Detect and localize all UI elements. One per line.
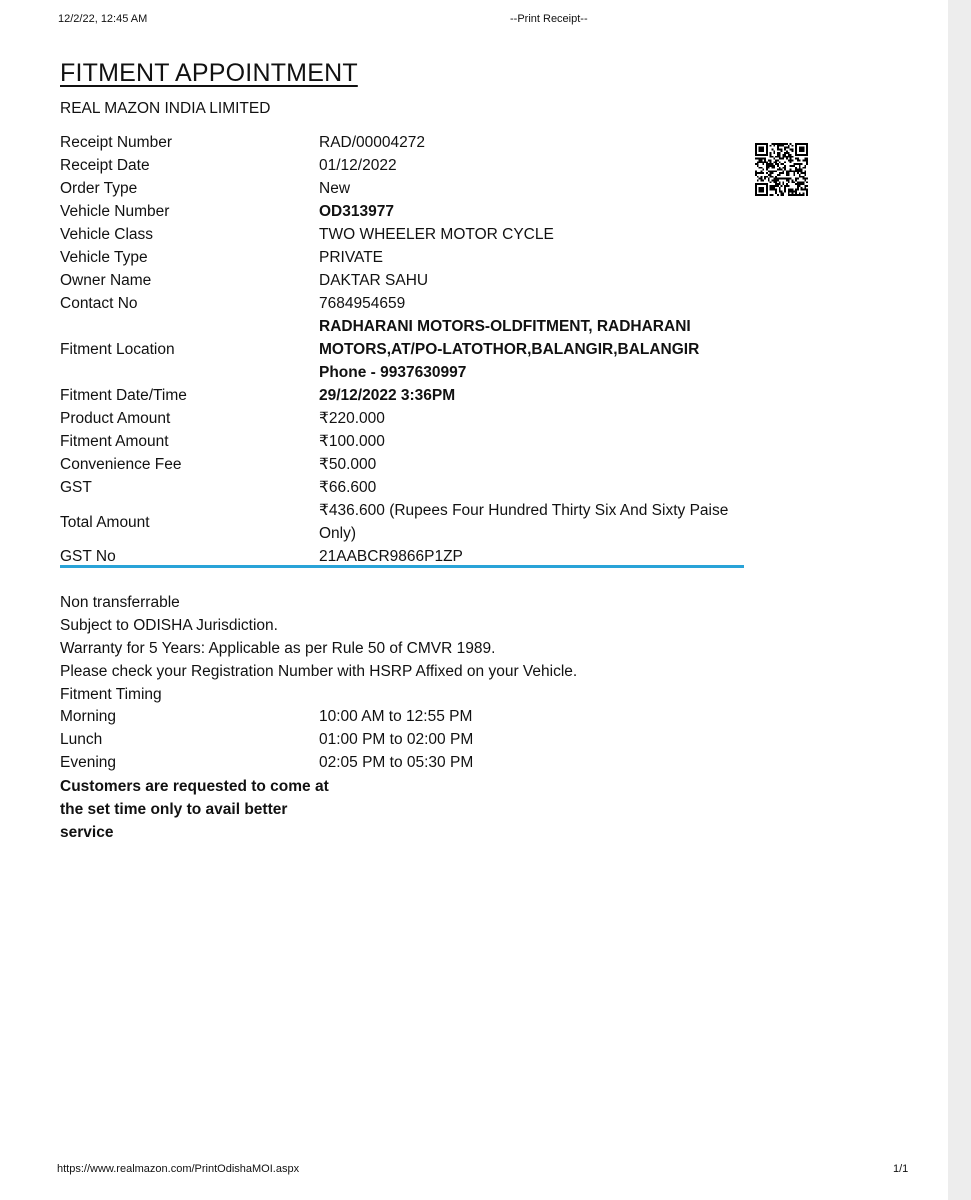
detail-row-gst — [60, 476, 744, 499]
detail-label: Contact No — [60, 295, 138, 312]
detail-value: DAKTAR SAHU — [319, 272, 429, 289]
receipt-notes — [60, 591, 577, 706]
print-title: --Print Receipt-- — [510, 13, 588, 25]
company-name: REAL MAZON INDIA LIMITED — [60, 100, 271, 117]
detail-value: 7684954659 — [319, 295, 406, 312]
detail-label: Total Amount — [60, 513, 150, 531]
detail-row-product-amount — [60, 407, 744, 430]
detail-value: ₹220.000 — [319, 410, 385, 427]
detail-row-convenience-fee — [60, 453, 744, 476]
detail-row-owner-name — [60, 269, 744, 292]
timing-row-morning — [60, 705, 473, 728]
detail-row-vehicle-number — [60, 200, 744, 223]
detail-value: PRIVATE — [319, 249, 384, 266]
detail-row-fitment-datetime — [60, 384, 744, 407]
timing-time: 02:05 PM to 05:30 PM — [319, 754, 474, 771]
detail-value: 21AABCR9866P1ZP — [319, 548, 463, 565]
detail-row-fitment-amount — [60, 430, 744, 453]
detail-label: GST No — [60, 548, 116, 565]
detail-value: RAD/00004272 — [319, 134, 425, 151]
detail-label: Fitment Location — [60, 341, 175, 358]
timing-row-evening — [60, 751, 473, 774]
detail-label: Product Amount — [60, 410, 171, 427]
timing-slot: Lunch — [60, 731, 103, 748]
page-count: 1/1 — [893, 1163, 909, 1175]
detail-value: ₹66.600 — [319, 479, 377, 496]
fitment-location-address: RADHARANI MOTORS-OLDFITMENT, RADHARANI MOTORS,AT/PO-LATOTHOR,BALANGIR,BALANGIR — [319, 318, 700, 358]
detail-row-total-amount — [60, 499, 744, 545]
detail-label: Receipt Number — [60, 134, 172, 151]
detail-label: Owner Name — [60, 272, 152, 289]
detail-value: New — [319, 180, 351, 197]
detail-label: Vehicle Number — [60, 203, 170, 220]
detail-value: 01/12/2022 — [319, 157, 397, 174]
detail-row-vehicle-type — [60, 246, 744, 269]
detail-row-vehicle-class — [60, 223, 744, 246]
detail-label: Fitment Amount — [60, 433, 169, 450]
note-warranty: Warranty for 5 Years: Applicable as per Rule 50 of CMVR 1989. — [60, 640, 496, 657]
detail-row-order-type — [60, 177, 744, 200]
print-datetime: 12/2/22, 12:45 AM — [58, 13, 148, 25]
fitment-timing-heading: Fitment Timing — [60, 686, 162, 703]
timing-time: 10:00 AM to 12:55 PM — [319, 708, 473, 725]
detail-label: Receipt Date — [60, 157, 150, 174]
document-title: FITMENT APPOINTMENT — [60, 59, 358, 87]
customer-advice: Customers are requested to come at the set time only to avail better service — [60, 778, 329, 841]
timing-slot: Morning — [60, 708, 116, 725]
detail-value: 29/12/2022 3:36PM — [319, 387, 456, 404]
detail-row-contact-no — [60, 292, 744, 315]
note-jurisdiction: Subject to ODISHA Jurisdiction. — [60, 617, 278, 634]
detail-row-receipt-date — [60, 154, 744, 177]
timing-row-lunch — [60, 728, 473, 751]
timing-slot: Evening — [60, 754, 117, 771]
detail-value — [319, 315, 744, 384]
note-registration-check: Please check your Registration Number with HSRP Affixed on your Vehicle. — [60, 663, 578, 680]
note-non-transferrable: Non transferrable — [60, 594, 180, 611]
detail-value: ₹100.000 — [319, 433, 385, 450]
page-shadow — [948, 0, 971, 1200]
detail-label: Convenience Fee — [60, 456, 182, 473]
print-footer — [0, 1163, 948, 1179]
qr-code-icon — [755, 143, 808, 196]
timing-time: 01:00 PM to 02:00 PM — [319, 731, 474, 748]
detail-label: Vehicle Class — [60, 226, 154, 243]
detail-label: Fitment Date/Time — [60, 387, 187, 404]
receipt-details-table — [60, 131, 744, 570]
section-divider — [60, 565, 744, 568]
print-url: https://www.realmazon.com/PrintOdishaMOI.aspx — [57, 1163, 300, 1175]
detail-row-receipt-number — [60, 131, 744, 154]
detail-label: GST — [60, 479, 92, 496]
print-header — [0, 13, 948, 29]
detail-value: OD313977 — [319, 203, 394, 220]
fitment-timing-table — [60, 705, 473, 774]
detail-value: ₹436.600 (Rupees Four Hundred Thirty Six And Sixty Paise Only) — [319, 502, 729, 542]
detail-value: TWO WHEELER MOTOR CYCLE — [319, 226, 554, 243]
detail-value: ₹50.000 — [319, 456, 377, 473]
detail-row-fitment-location — [60, 315, 744, 384]
detail-label: Order Type — [60, 180, 138, 197]
fitment-location-phone: Phone - 9937630997 — [319, 364, 467, 381]
detail-label: Vehicle Type — [60, 249, 148, 266]
